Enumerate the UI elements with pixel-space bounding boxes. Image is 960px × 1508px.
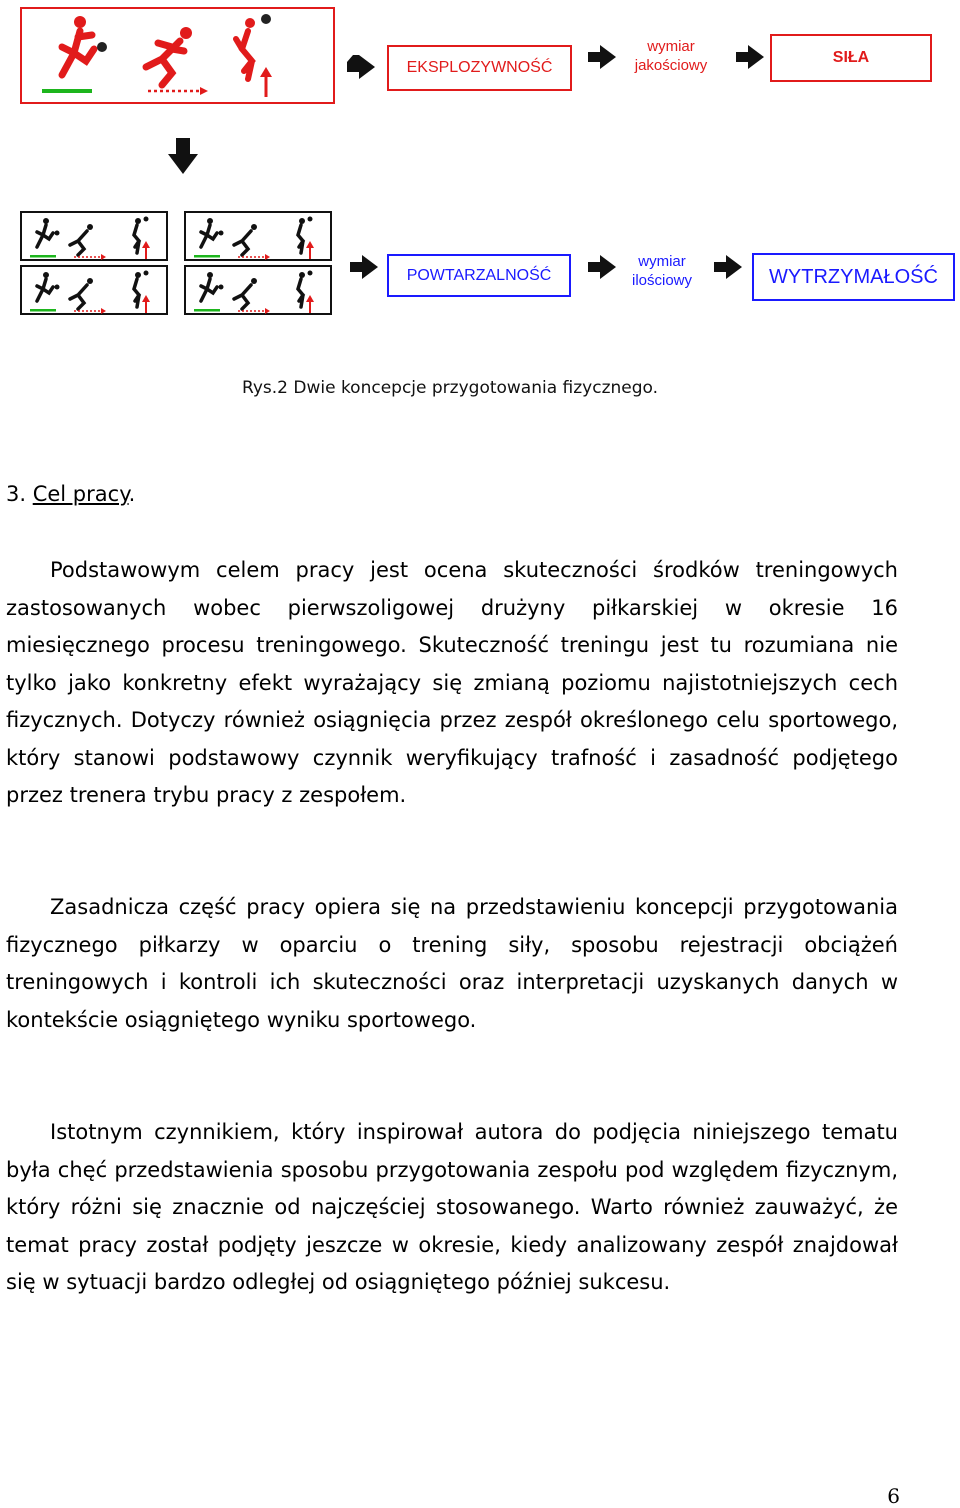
section-number: 3. xyxy=(6,482,33,506)
endurance-box xyxy=(752,253,955,301)
right-arrow-icon xyxy=(348,254,380,280)
quantitative-dimension-label xyxy=(608,252,716,290)
dimension-line-1: wymiar xyxy=(647,38,695,55)
repeatability-box xyxy=(387,254,571,297)
page-number: 6 xyxy=(887,1484,900,1508)
paragraph-1 xyxy=(6,552,898,815)
paragraph-3 xyxy=(6,1114,898,1302)
section-heading xyxy=(6,482,135,506)
athletes-illustration-small xyxy=(20,210,340,320)
strength-box xyxy=(770,34,932,82)
strength-label: SIŁA xyxy=(832,49,870,66)
athletes-illustration-large xyxy=(22,9,333,102)
kicker-figure-icon xyxy=(62,16,94,75)
down-arrow-icon xyxy=(166,136,200,176)
paragraph-text: Zasadnicza część pracy opiera się na przedstawieniu koncepcji przygotowania fizycznego piłkarzy w oparciu o trening siły, sposobu rejestracji obciążeń treningowych i kontroli ich skuteczności oraz interpretacji uzyskanych danych w kontekście osiągniętego wyniku sportowego. xyxy=(6,895,898,1032)
section-title-period: . xyxy=(128,482,136,506)
explosiveness-box xyxy=(387,45,572,91)
runner-figure-icon xyxy=(146,27,192,85)
paragraph-text: Istotnym czynnikiem, który inspirował autora do podjęcia niniejszego tematu była chęć przedstawienia sposobu przygotowania zespołu pod względem fizycznym, który różni się znacznie od najczęściej stosowanego. Warto również zauważyć, że temat pracy został podjęty jeszcze w okresie, kiedy analizowany zespół znajdował się w sytuacji bardzo odległej od osiągniętego później sukcesu. xyxy=(6,1120,898,1294)
explosiveness-label: EKSPLOZYWNOŚĆ xyxy=(406,59,553,76)
right-arrow-icon xyxy=(345,54,377,80)
endurance-label: WYTRZYMAŁOŚĆ xyxy=(769,265,938,288)
dimension-line-2: jakościowy xyxy=(634,57,708,74)
section-title: Cel pracy xyxy=(32,482,129,506)
paragraph-2 xyxy=(6,889,898,1039)
paragraph-text: Podstawowym celem pracy jest ocena skuteczności środków treningowych zastosowanych wobec pierwszoligowej drużyny piłkarskiej w okresie 16 miesięcznego procesu treningowego. Skuteczność treningu jest tu rozumiana nie tylko jako konkretny efekt wyrażający się zmianą poziomu najistotniejszych cech fizycznych. Dotyczy również osiągnięcia przez zespół określonego celu sportowego, który stanowi podstawowy czynnik weryfikujący trafność i zasadność podjętego przez trenera trybu pracy z zespołem. xyxy=(6,558,898,807)
repeatability-label: POWTARZALNOŚĆ xyxy=(406,266,552,284)
dimension-line-1: wymiar xyxy=(638,253,686,270)
athletes-frame-large xyxy=(20,7,335,104)
right-arrow-icon xyxy=(586,44,618,70)
figure-caption: Rys.2 Dwie koncepcje przygotowania fizycznego. xyxy=(241,378,659,398)
dimension-line-2: ilościowy xyxy=(631,272,692,289)
qualitative-dimension-label xyxy=(618,37,724,75)
jumper-figure-icon xyxy=(236,18,255,79)
right-arrow-icon xyxy=(712,254,744,280)
right-arrow-icon xyxy=(734,44,766,70)
